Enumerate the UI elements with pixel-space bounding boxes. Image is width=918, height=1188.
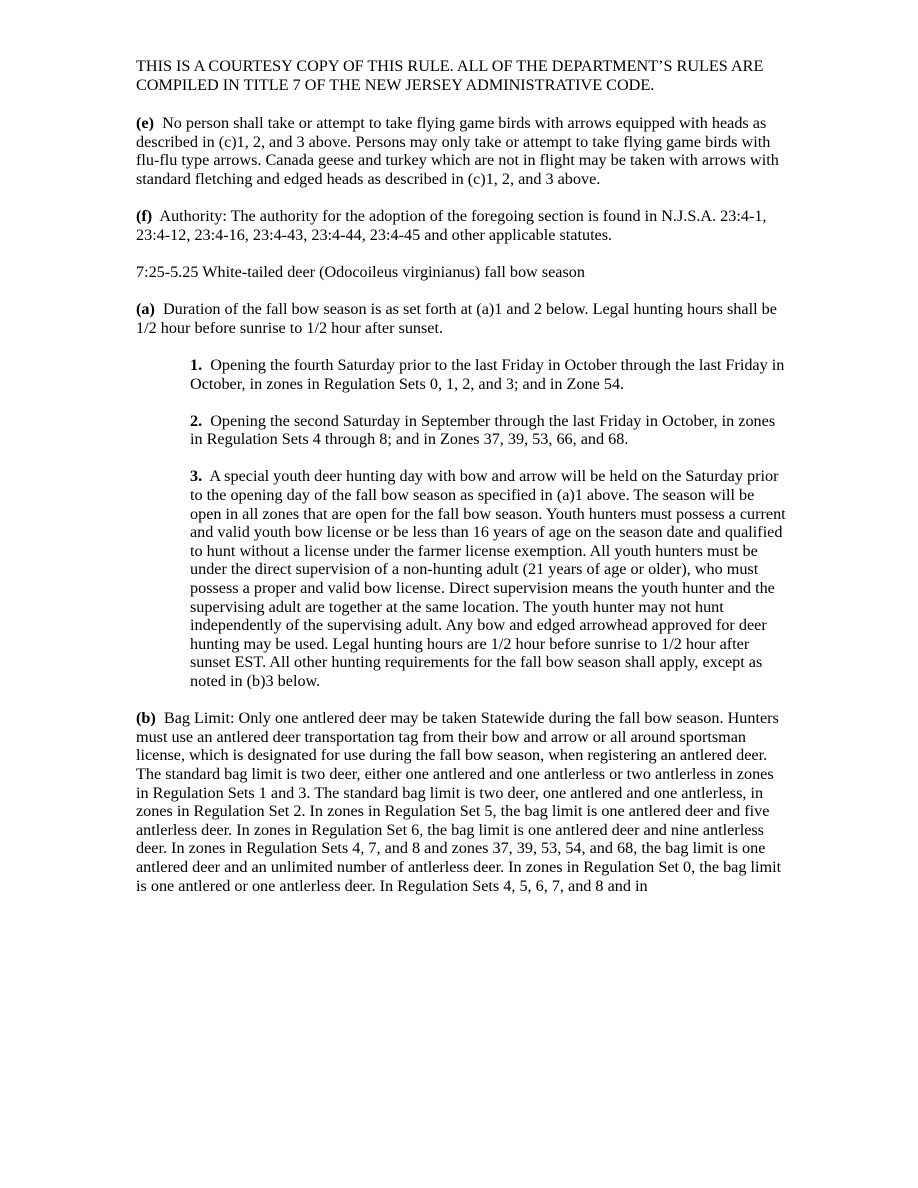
paragraph-e xyxy=(136,114,786,188)
subitem-3-label: 3. xyxy=(190,467,203,486)
subitem-1-text: Opening the fourth Saturday prior to the last Friday in October through the last Friday in October, in zones in Regulation Sets 0, 1, 2, and 3; and in Zone 54. xyxy=(190,355,785,393)
subitem-3-text: A special youth deer hunting day with bow and arrow will be held on the Saturday prior to the opening day of the fall bow season as specified in (a)1 above. The season will be open in all zones that are open for the fall bow season. Youth hunters must possess a current and valid youth bow license or be less than 16 years of age on the season date and qualified to hunt without a license under the farmer license exemption. All youth hunters must be under the direct supervision of a non-hunting adult (21 years of age or older), who must possess a proper and valid bow license. Direct supervision means the youth hunter and the supervising adult are together at the same location. The youth hunter may not hunt independently of the supervising adult. Any bow and edged arrowhead approved for deer hunting may be used. Legal hunting hours are 1/2 hour before sunrise to 1/2 hour after sunset EST. All other hunting requirements for the fall bow season shall apply, except as noted in (b)3 below. xyxy=(190,467,786,690)
subitem-2-label: 2. xyxy=(190,411,203,430)
section-title: 7:25-5.25 White-tailed deer (Odocoileus virginianus) fall bow season xyxy=(136,262,585,281)
subitem-2 xyxy=(190,412,786,449)
paragraph-a-label: (a) xyxy=(136,300,155,319)
paragraph-b-text: Bag Limit: Only one antlered deer may be taken Statewide during the fall bow season. Hunters must use an antlered deer transportation tag from their bow and arrow or all around sportsman license, which is designated for use during the fall bow season, when registering an antlered deer. The standard bag limit is two deer, either one antlered and one antlerless or two antlerless in zones in Regulation Sets 1 and 3. The standard bag limit is two deer, one antlered and one antlerless, in zones in Regulation Set 2. In zones in Regulation Set 5, the bag limit is one antlered deer and five antlerless deer. In zones in Regulation Set 6, the bag limit is one antlered deer and nine antlerless deer. In zones in Regulation Sets 4, 7, and 8 and zones 37, 39, 53, 54, and 68, the bag limit is one antlered deer and an unlimited number of antlerless deer. In zones in Regulation Set 0, the bag limit is one antlered or one antlerless deer. In Regulation Sets 4, 5, 6, 7, and 8 and in xyxy=(136,709,782,895)
document-page xyxy=(136,57,786,914)
paragraph-b-label: (b) xyxy=(136,709,156,728)
paragraph-e-text: No person shall take or attempt to take flying game birds with arrows equipped with heads as described in (c)1, 2, and 3 above. Persons may only take or attempt to take flying game birds with flu-flu type arrows. Canada geese and turkey which are not in flight may be taken with arrows with standard fletching and edged heads as described in (c)1, 2, and 3 above. xyxy=(136,114,779,188)
subitem-1-label: 1. xyxy=(190,355,203,374)
subitem-3 xyxy=(190,467,786,690)
paragraph-b xyxy=(136,709,786,895)
paragraph-e-label: (e) xyxy=(136,114,154,133)
subitem-2-text: Opening the second Saturday in September through the last Friday in October, in zones in Regulation Sets 4 through 8; and in Zones 37, 39, 53, 66, and 68. xyxy=(190,411,776,449)
paragraph-f-text: Authority: The authority for the adoption of the foregoing section is found in N.J.S.A. 23:4-1, 23:4-12, 23:4-16, 23:4-43, 23:4-44, 23:4-45 and other applicable statutes. xyxy=(136,207,767,244)
paragraph-a-text: Duration of the fall bow season is as set forth at (a)1 and 2 below. Legal hunting hours shall be 1/2 hour before sunrise to 1/2 hour after sunset. xyxy=(136,300,777,337)
paragraph-a xyxy=(136,300,786,337)
paragraph-f-label: (f) xyxy=(136,207,153,226)
subitem-1 xyxy=(190,356,786,393)
courtesy-header: THIS IS A COURTESY COPY OF THIS RULE. ALL OF THE DEPARTMENT’S RULES ARE COMPILED IN TITLE 7 OF THE NEW JERSEY ADMINISTRATIVE CODE. xyxy=(136,57,764,94)
paragraph-f xyxy=(136,207,786,244)
